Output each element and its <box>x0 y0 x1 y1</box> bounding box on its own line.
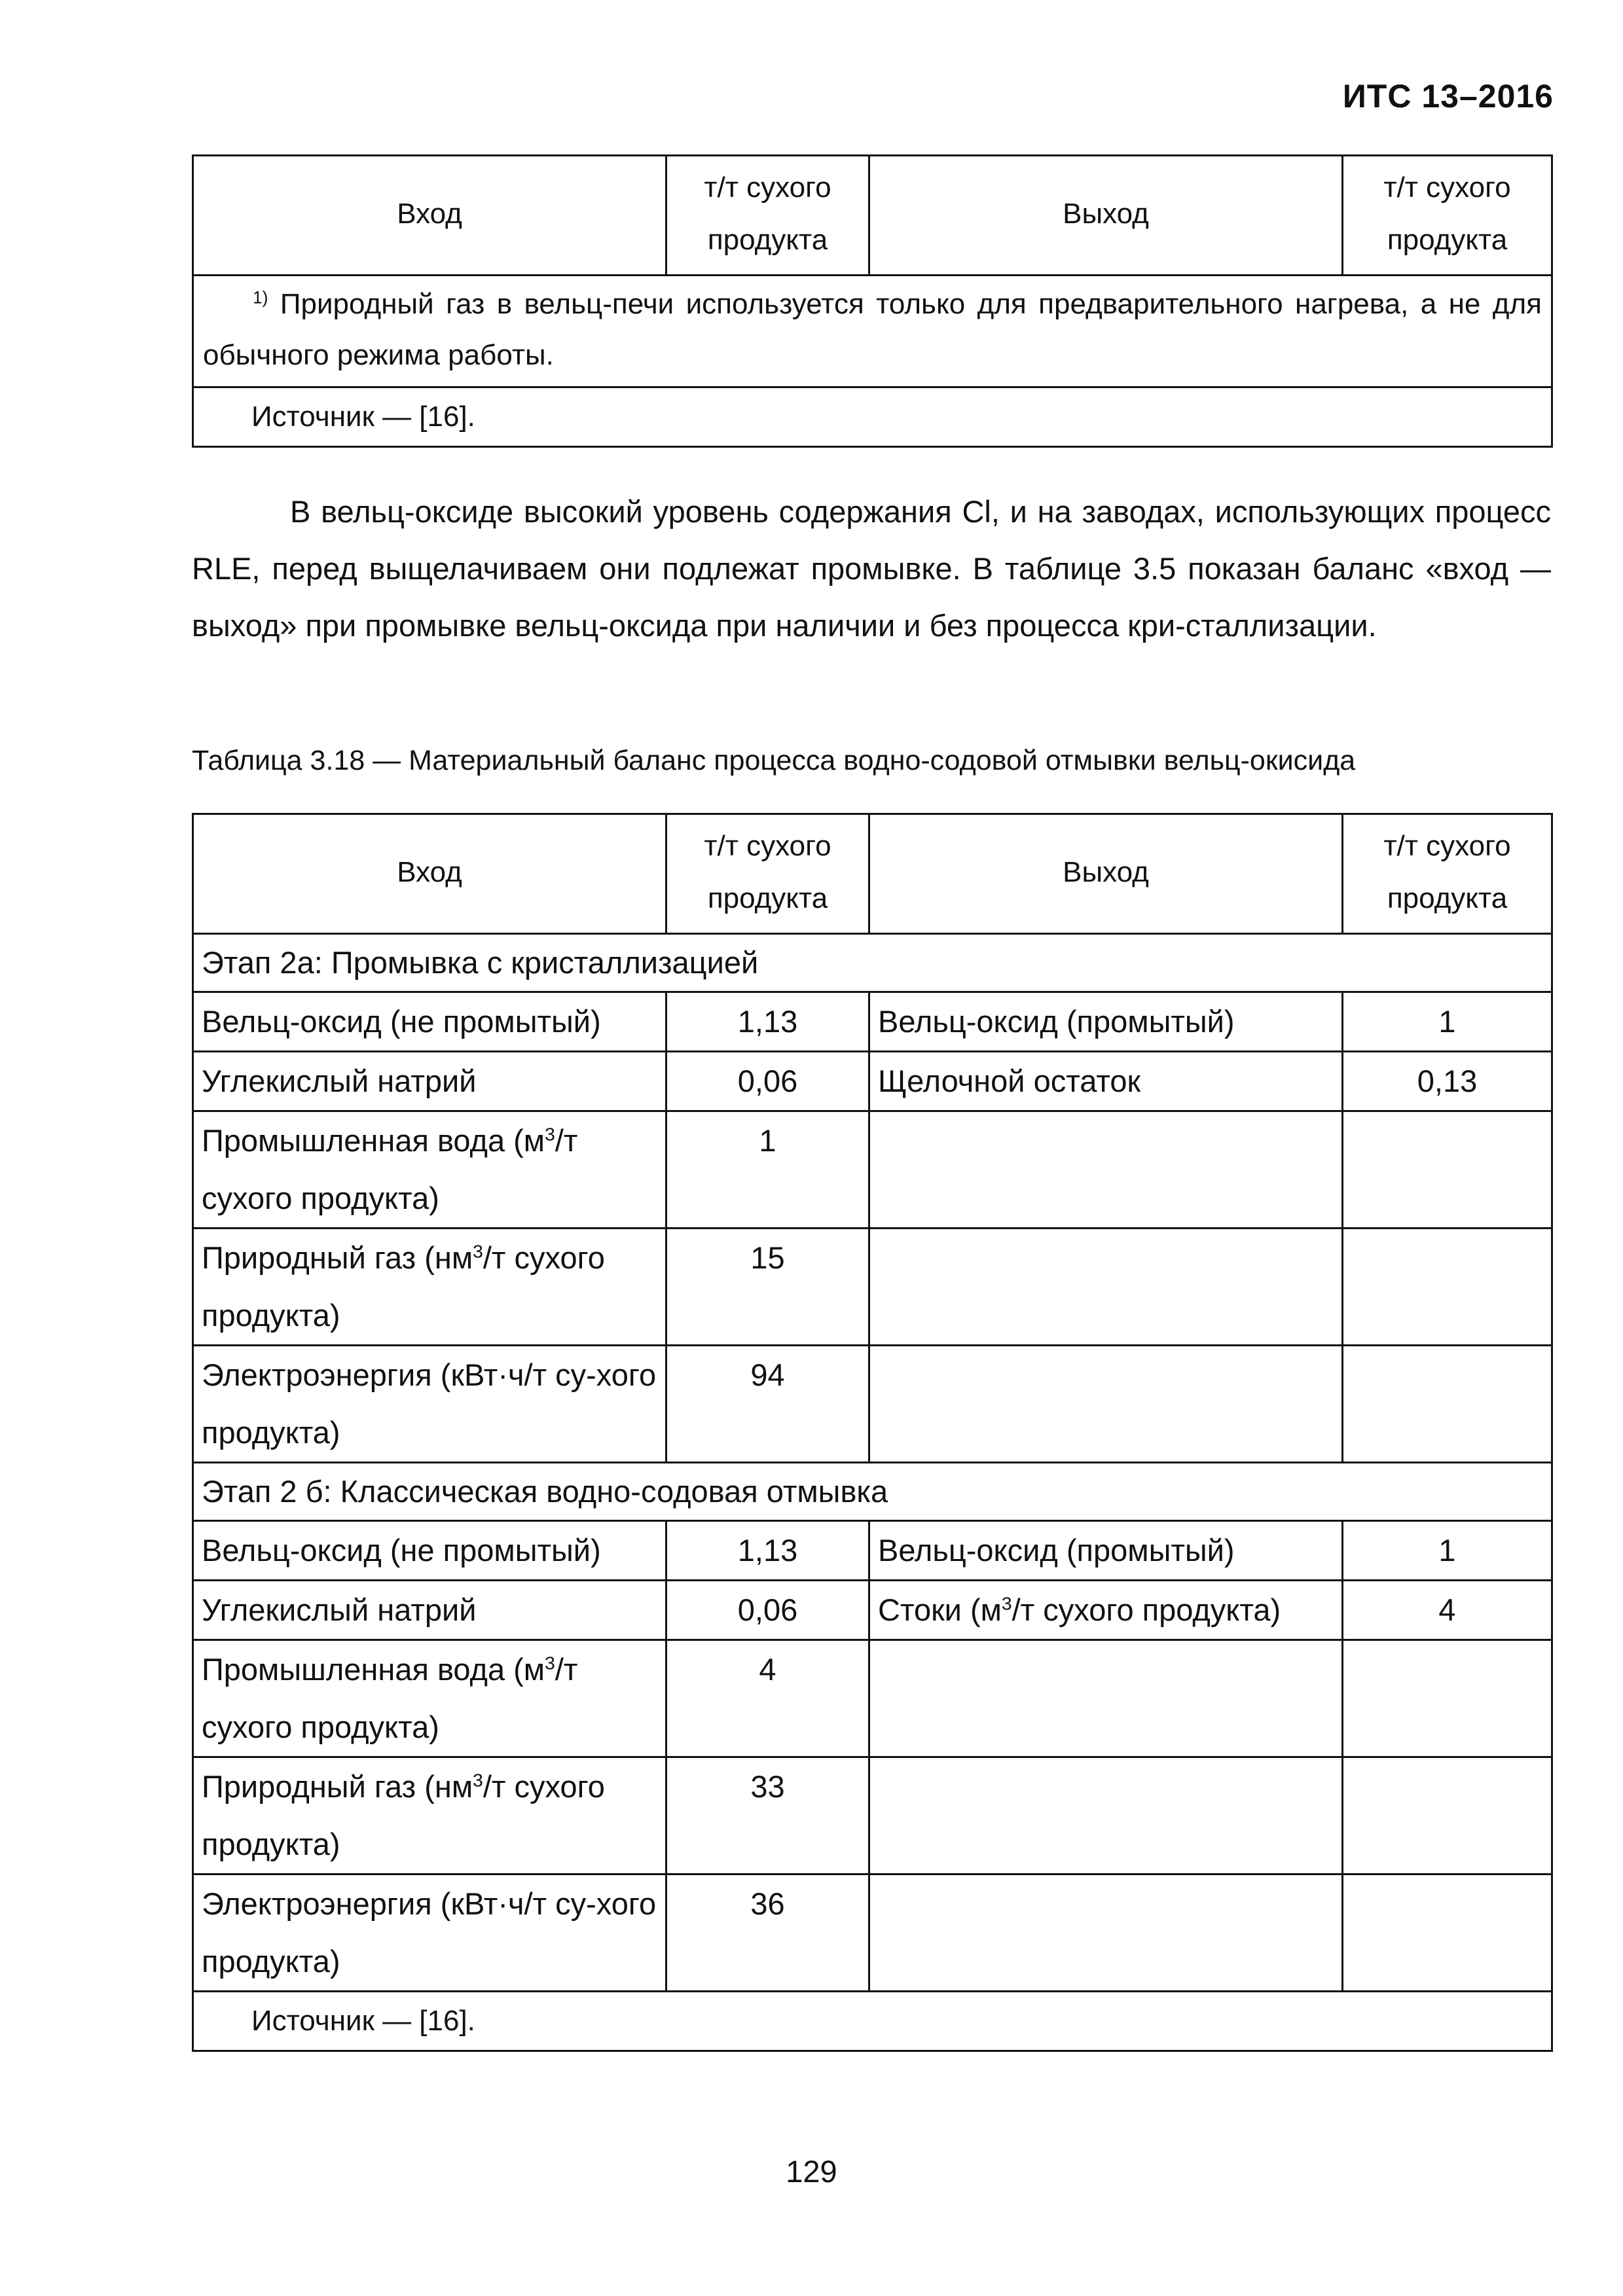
header-input: Вход <box>193 156 666 276</box>
input-name: Вельц-оксид (не промытый) <box>193 1521 666 1581</box>
header-output: Выход <box>869 156 1343 276</box>
table-row <box>193 1874 1552 1992</box>
output-name: Стоки ($м^3/т$ сухого продукта) <box>869 1581 1343 1640</box>
table-header-row <box>193 156 1552 276</box>
header-input-unit: т/т сухого продукта <box>666 814 869 934</box>
output-value <box>1343 1757 1552 1874</box>
output-name: Вельц-оксид (промытый) <box>869 992 1343 1052</box>
input-value: 1,13 <box>666 992 869 1052</box>
output-value: 1 <box>1343 992 1552 1052</box>
stage-row <box>193 934 1552 992</box>
output-value: 4 <box>1343 1581 1552 1640</box>
table-row <box>193 1052 1552 1111</box>
table-header-row <box>193 814 1552 934</box>
header-output-unit: т/т сухого продукта <box>1343 156 1552 276</box>
table-row <box>193 1521 1552 1581</box>
table-row <box>193 1229 1552 1346</box>
source-row <box>193 387 1552 447</box>
input-value: 1 <box>666 1111 869 1229</box>
output-name: Щелочной остаток <box>869 1052 1343 1111</box>
table-caption: Таблица 3.18 — Материальный баланс процесса водно-содовой отмывки вельц-окисида <box>192 745 1356 776</box>
input-name: Природный газ ($нм^3/т$ сухого продукта) <box>193 1229 666 1346</box>
output-value <box>1343 1229 1552 1346</box>
header-output-unit: т/т сухого продукта <box>1343 814 1552 934</box>
input-value: 0,06 <box>666 1581 869 1640</box>
input-name: Промышленная вода ($м^3/т$ сухого продукта) <box>193 1111 666 1229</box>
continued-table <box>192 154 1553 448</box>
output-value: 1 <box>1343 1521 1552 1581</box>
input-value: 33 <box>666 1757 869 1874</box>
output-value <box>1343 1111 1552 1229</box>
table-row <box>193 1640 1552 1757</box>
body-paragraph: В вельц-оксиде высокий уровень содержания Cl, и на заводах, использующих процесс RLE, перед выщелачиваем они подлежат промывке. В таблице 3.5 показан баланс «вход — выход» при промывке вельц-оксида при наличии и без процесса кри-сталлизации. <box>192 494 1551 643</box>
footnote-row <box>193 276 1552 387</box>
output-name <box>869 1229 1343 1346</box>
document-code: ИТС 13–2016 <box>1342 78 1554 115</box>
input-name: Природный газ ($нм^3/т$ сухого продукта) <box>193 1757 666 1874</box>
table-row <box>193 1757 1552 1874</box>
footnote-marker: 1) <box>253 287 268 308</box>
page-number: 129 <box>786 2154 837 2189</box>
header-input: Вход <box>193 814 666 934</box>
table-row <box>193 1346 1552 1463</box>
input-name: Углекислый натрий <box>193 1052 666 1111</box>
table-source: Источник — [16]. <box>193 1992 1552 2051</box>
output-value <box>1343 1346 1552 1463</box>
output-value <box>1343 1874 1552 1992</box>
output-name <box>869 1640 1343 1757</box>
input-name: Углекислый натрий <box>193 1581 666 1640</box>
input-value: 4 <box>666 1640 869 1757</box>
table-source: Источник — [16]. <box>193 387 1552 447</box>
stage-row <box>193 1463 1552 1521</box>
input-name: Промышленная вода ($м^3/т$ сухого продукта) <box>193 1640 666 1757</box>
input-name: Вельц-оксид (не промытый) <box>193 992 666 1052</box>
output-value: 0,13 <box>1343 1052 1552 1111</box>
input-name: Электроэнергия (кВт·ч/т су-хого продукта) <box>193 1874 666 1992</box>
table-row <box>193 992 1552 1052</box>
footnote <box>193 276 1552 387</box>
stage-b-title: Этап 2 б: Классическая водно-содовая отмывка <box>193 1463 1552 1521</box>
input-name: Электроэнергия (кВт·ч/т су-хого продукта) <box>193 1346 666 1463</box>
output-name: Вельц-оксид (промытый) <box>869 1521 1343 1581</box>
source-row <box>193 1992 1552 2051</box>
output-name <box>869 1757 1343 1874</box>
input-value: 1,13 <box>666 1521 869 1581</box>
stage-a-title: Этап 2а: Промывка с кристаллизацией <box>193 934 1552 992</box>
input-value: 0,06 <box>666 1052 869 1111</box>
output-name <box>869 1111 1343 1229</box>
table-row <box>193 1111 1552 1229</box>
table-row <box>193 1581 1552 1640</box>
output-value <box>1343 1640 1552 1757</box>
footnote-text: Природный газ в вельц-печи используется только для предварительного нагрева, а не для обычного режима работы. <box>203 288 1542 371</box>
header-output: Выход <box>869 814 1343 934</box>
header-input-unit: т/т сухого продукта <box>666 156 869 276</box>
input-value: 94 <box>666 1346 869 1463</box>
output-name <box>869 1874 1343 1992</box>
output-name <box>869 1346 1343 1463</box>
input-value: 36 <box>666 1874 869 1992</box>
table-3-18 <box>192 813 1553 2052</box>
input-value: 15 <box>666 1229 869 1346</box>
